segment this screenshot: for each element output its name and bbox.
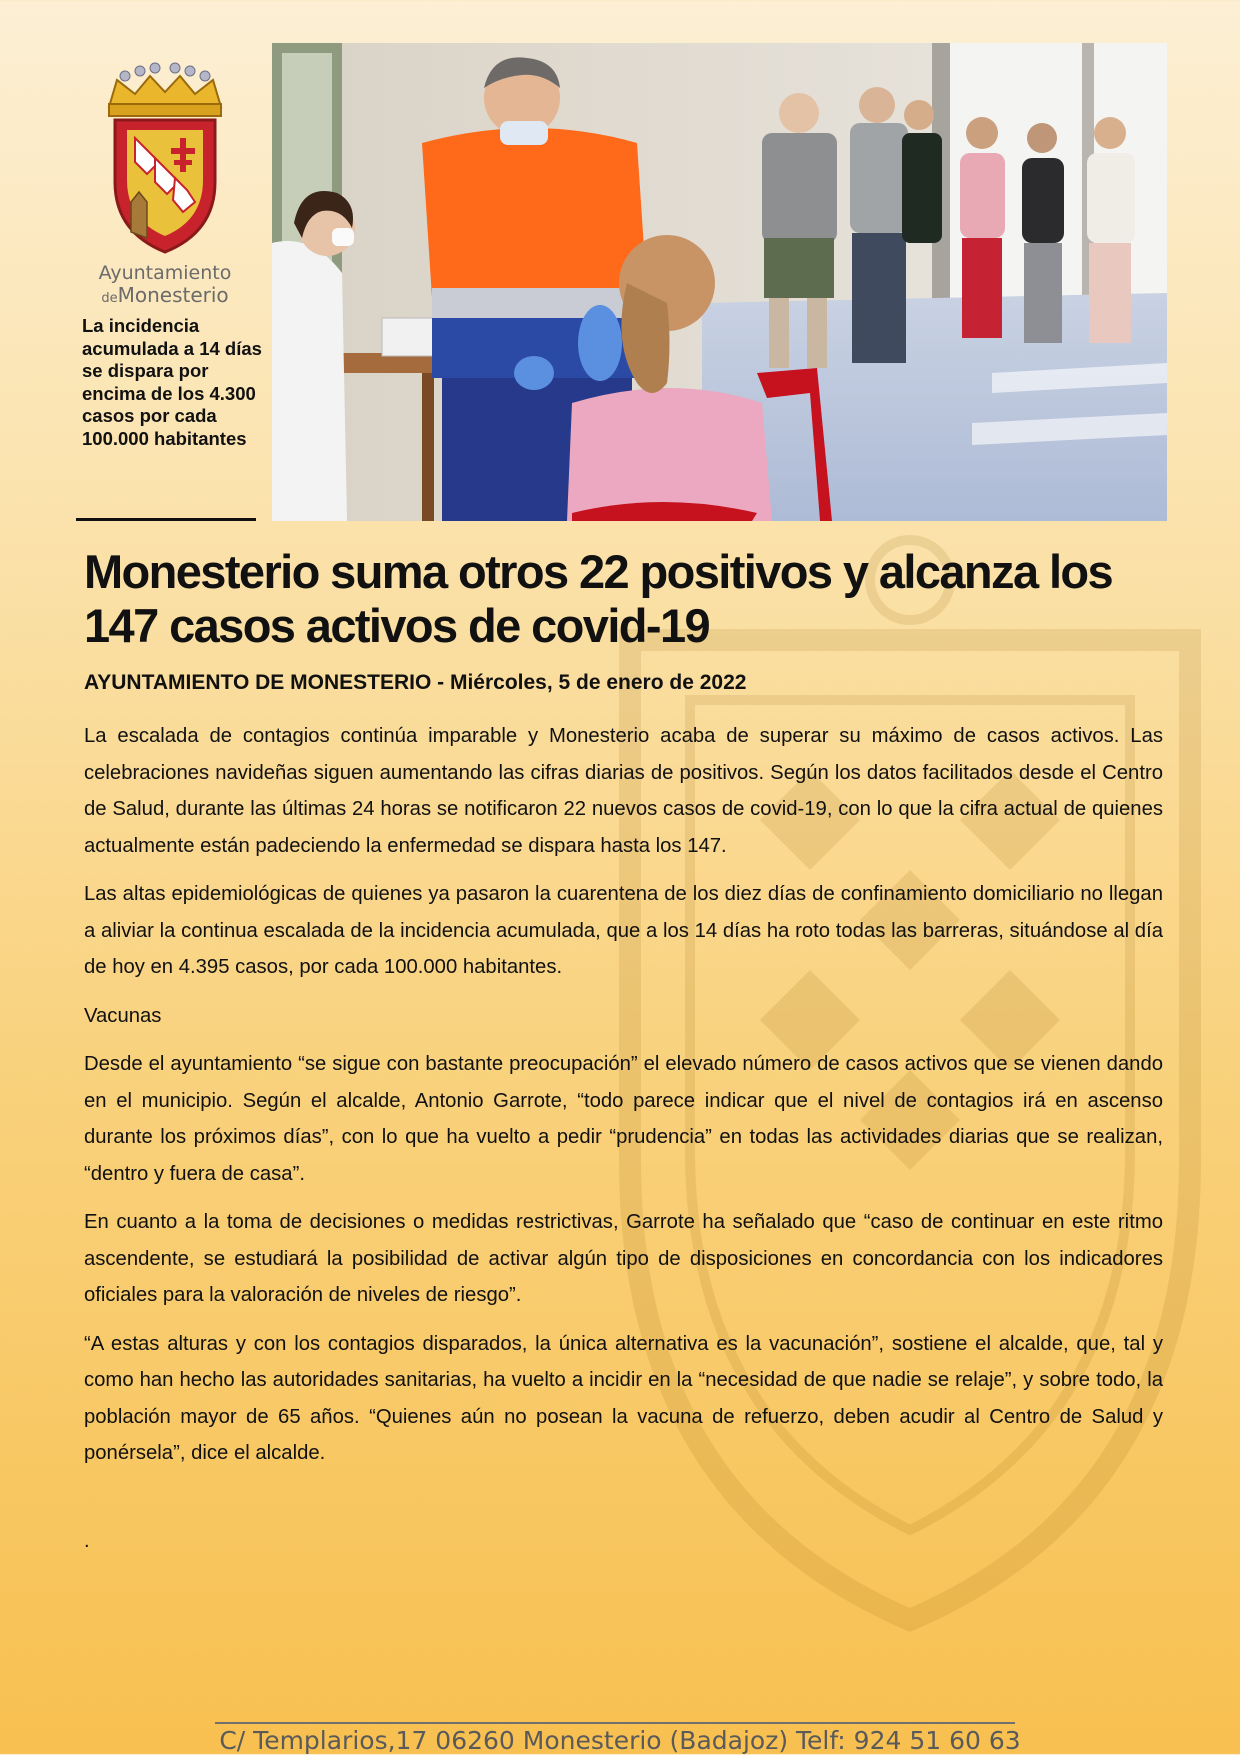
article-paragraph: La escalada de contagios continúa imparable y Monesterio acaba de superar su máximo de casos activos. Las celebraciones navideñas siguen aumentando las cifras diarias de positivos. Según los datos facilitados desde el Centro de Salud, durante las últimas 24 horas se notificaron 22 nuevos casos de covid-19, con lo que la cifra actual de quienes actualmente están padeciendo la enfermedad se dispara hasta los 147. — [84, 725, 1163, 857]
sidebar-summary: La incidencia acumulada a 14 días se dispara por encima de los 4.300 casos por cada 100.000 habitantes — [82, 315, 262, 449]
logo-wordmark — [70, 262, 260, 310]
article-paragraph: Desde el ayuntamiento “se sigue con bastante preocupación” el elevado número de casos activos que se vienen dando en el municipio. Según el alcalde, Antonio Garrote, “todo parece indicar que el nivel de contagios irá en ascenso durante los próximos días”, con lo que ha vuelto a pedir “prudencia” en todas las actividades diarias que se realizan, “dentro y fuera de casa”. — [84, 1053, 1163, 1185]
article-byline: AYUNTAMIENTO DE MONESTERIO - Miércoles, 5 de enero de 2022 — [84, 671, 747, 694]
logo-line-ayuntamiento: Ayuntamiento — [98, 262, 232, 284]
article-subheading: Vacunas — [84, 1004, 162, 1027]
vaccination-photo — [272, 43, 1167, 521]
sidebar-divider — [76, 518, 256, 521]
article-body — [84, 718, 1163, 1484]
trailing-mark: . — [84, 1530, 90, 1552]
logo-prefix: de — [101, 291, 118, 306]
coat-of-arms-logo — [95, 62, 235, 262]
footer-address: C/ Templarios,17 06260 Monesterio (Badajoz) Telf: 924 51 60 63 — [219, 1726, 1021, 1755]
article-headline: Monesterio suma otros 22 positivos y alcanza los 147 casos activos de covid-19 — [84, 545, 1113, 652]
logo-line-monesterio — [70, 284, 260, 310]
article-paragraph: Las altas epidemiológicas de quienes ya pasaron la cuarentena de los diez días de confinamiento domiciliario no llegan a aliviar la continua escalada de la incidencia acumulada, que a los 14 días ha roto todas las barreras, situándose al día de hoy en 4.395 casos, por cada 100.000 habitantes. — [84, 883, 1163, 978]
article-paragraph: “A estas alturas y con los contagios disparados, la única alternativa es la vacunación”, sostiene el alcalde, que, tal y como han hecho las autoridades sanitarias, ha vuelto a incidir en la “necesidad de que nadie se relaje”, y sobre todo, la población mayor de 65 años. “Quienes aún no posean la vacuna de refuerzo, deben acudir al Centro de Salud y ponérsela”, dice el alcalde. — [84, 1332, 1163, 1464]
article-paragraph: En cuanto a la toma de decisiones o medidas restrictivas, Garrote ha señalado que “caso de continuar en este ritmo ascendente, se estudiará la posibilidad de activar algún tipo de disposiciones en concordancia con los indicadores oficiales para la valoración de niveles de riesgo”. — [84, 1211, 1163, 1306]
footer-divider — [215, 1722, 1015, 1724]
logo-town-name: Monesterio — [117, 283, 229, 307]
